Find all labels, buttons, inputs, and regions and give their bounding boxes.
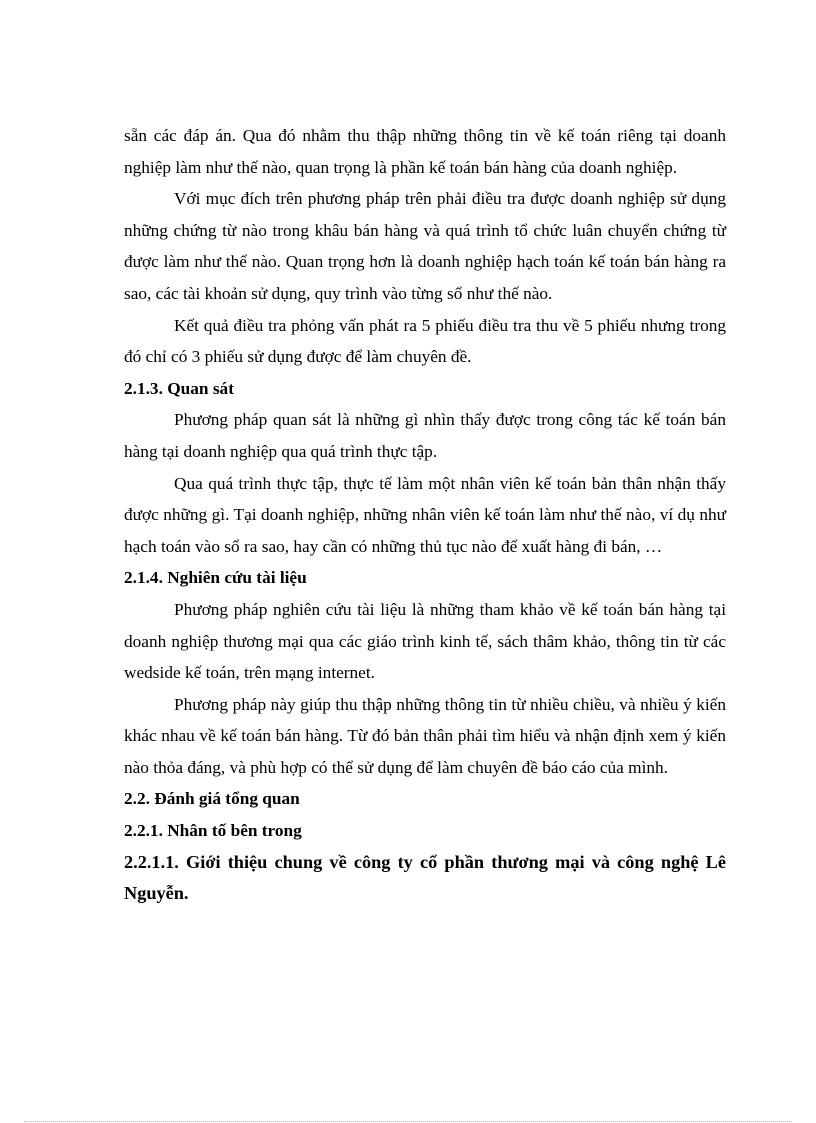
document-body	[124, 120, 726, 910]
paragraph-research-method: Phương pháp nghiên cứu tài liệu là những tham khảo về kế toán bán hàng tại doanh nghiệp thương mại qua các giáo trình kinh tế, sách thâm khảo, thông tin từ các wedside kế toán, trên mạng internet.	[124, 599, 726, 683]
heading-observation: 2.1.3. Quan sát	[124, 378, 234, 398]
heading-overview: 2.2. Đánh giá tổng quan	[124, 789, 300, 809]
page-bottom-rule	[24, 1121, 792, 1122]
paragraph-observation-practice: Qua quá trình thực tập, thực tế làm một nhân viên kế toán bản thân nhận thấy được những gì. Tại doanh nghiệp, những nhân viên kế toán làm như thế nào, ví dụ như hạch toán vào sổ ra sao, hay cần có những thủ tục nào để xuất hàng đi bán, …	[124, 473, 726, 556]
paragraph-observation-method: Phương pháp quan sát là những gì nhìn thấy được trong công tác kế toán bán hàng tại doanh nghiệp qua quá trình thực tập.	[124, 410, 726, 461]
heading-internal-factors: 2.2.1. Nhân tố bên trong	[124, 821, 302, 841]
heading-document-research: 2.1.4. Nghiên cứu tài liệu	[124, 568, 307, 588]
paragraph-survey-purpose: Với mục đích trên phương pháp trên phải điều tra được doanh nghiệp sử dụng những chứng từ nào trong khâu bán hàng và quá trình tổ chức luân chuyển chứng từ được làm như thế nào. Quan trọng hơn là doanh nghiệp hạch toán kế toán bán hàng ra sao, các tài khoản sử dụng, quy trình vào từng sổ như thế nào.	[124, 189, 726, 303]
paragraph-survey-answers: sẵn các đáp án. Qua đó nhằm thu thập những thông tin về kế toán riêng tại doanh nghiệp làm như thế nào, quan trọng là phần kế toán bán hàng của doanh nghiệp.	[124, 126, 726, 177]
paragraph-survey-result: Kết quả điều tra phỏng vấn phát ra 5 phiếu điều tra thu về 5 phiếu nhưng trong đó chỉ có 3 phiếu sử dụng được để làm chuyên đề.	[124, 315, 726, 367]
paragraph-research-benefit: Phương pháp này giúp thu thập những thông tin từ nhiều chiều, và nhiều ý kiến khác nhau về kế toán bán hàng. Từ đó bản thân phải tìm hiểu và nhận định xem ý kiến nào thỏa đáng, và phù hợp có thể sử dụng để làm chuyên đề báo cáo của mình.	[124, 694, 726, 777]
heading-company-introduction: 2.2.1.1. Giới thiệu chung về công ty cổ phần thương mại và công nghệ Lê Nguyễn.	[124, 851, 726, 904]
